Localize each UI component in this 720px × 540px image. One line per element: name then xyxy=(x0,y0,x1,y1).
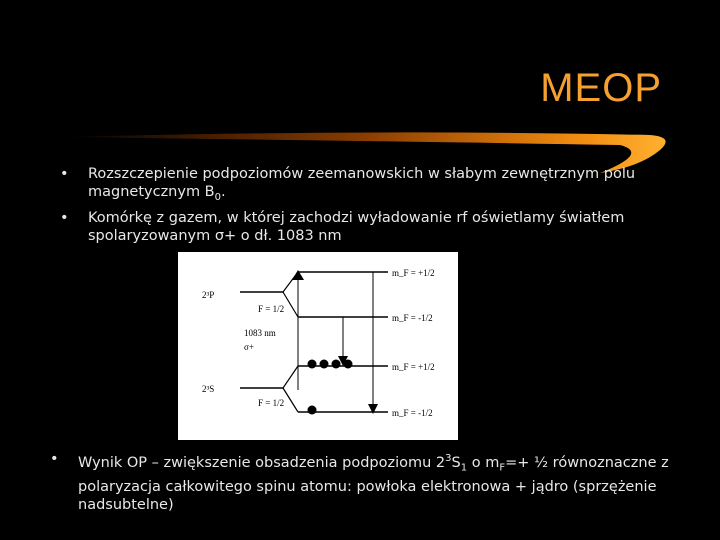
bullet-marker: • xyxy=(50,451,59,467)
mf-label-4: m_F = -1/2 xyxy=(392,408,433,418)
population-dot xyxy=(320,360,329,369)
result-sub: 1 xyxy=(460,462,468,474)
energy-level-diagram xyxy=(178,252,458,440)
bullet-marker: • xyxy=(60,166,69,182)
bullet-text: Rozszczepienie podpoziomów zeemanowskich w słabym zewnętrznym polu magnetycznym B xyxy=(88,166,636,200)
f-label-top: F = 1/2 xyxy=(258,304,285,314)
result-text-mf: o m xyxy=(467,454,500,471)
level-label-2s1: 2³S xyxy=(202,384,215,394)
f-label-bottom: F = 1/2 xyxy=(258,398,285,408)
population-dot xyxy=(332,360,341,369)
bullet-marker: • xyxy=(60,209,69,226)
mf-label-3: m_F = +1/2 xyxy=(392,362,435,372)
slide-title: MEOP xyxy=(540,66,662,110)
bullet-item-cell xyxy=(60,209,660,245)
wavelength-label: 1083 nm xyxy=(244,328,276,338)
mf-label-1: m_F = +1/2 xyxy=(392,268,435,278)
result-text-s: S xyxy=(451,454,461,471)
bullet-item-result xyxy=(50,450,670,514)
mf-label-2: m_F = -1/2 xyxy=(392,313,433,323)
result-sup: 3 xyxy=(445,453,452,464)
bullet-text: Komórkę z gazem, w której zachodzi wyładowanie rf oświetlamy światłem spolaryzowanym σ+ o dł. 1083 nm xyxy=(88,209,625,244)
sigma-label: σ+ xyxy=(244,342,254,352)
result-text: Wynik OP – zwiększenie obsadzenia podpoziomu 2 xyxy=(78,454,446,471)
level-label-2p0: 2³P xyxy=(202,290,215,300)
population-dot xyxy=(308,406,317,415)
population-dot xyxy=(344,360,353,369)
bullet-list xyxy=(60,165,660,247)
result-text-end: =+ ½ równoznaczne z polaryzacja całkowitego spinu atomu: powłoka elektronowa + jądro (sprzężenie nadsubtelne) xyxy=(78,454,669,513)
result-sub-f: F xyxy=(499,462,506,474)
bullet-text-end: . xyxy=(221,184,226,200)
bullet-subscript: 0 xyxy=(214,191,222,203)
bullet-item-zeeman xyxy=(60,165,660,207)
result-bullet xyxy=(50,450,670,516)
population-dot xyxy=(308,360,317,369)
